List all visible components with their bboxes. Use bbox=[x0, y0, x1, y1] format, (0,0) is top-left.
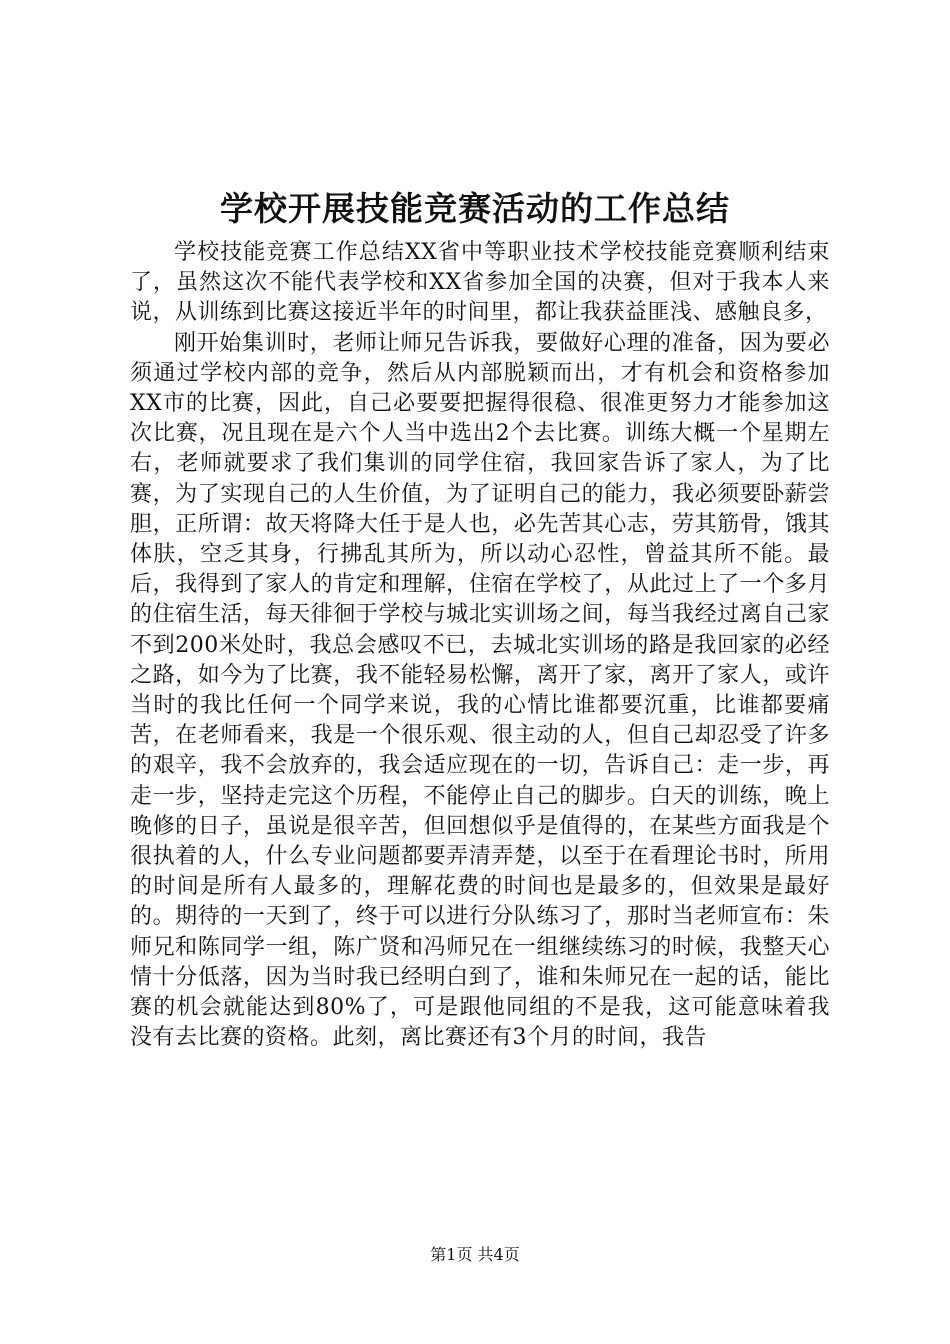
paragraph: 学校技能竞赛工作总结XX省中等职业技术学校技能竞赛顺利结束了，虽然这次不能代表学校和XX省参加全国的决赛，但对于我本人来说，从训练到比赛这接近半年的时间里，都让我获益匪浅、感触良多， bbox=[130, 240, 830, 326]
document-body bbox=[130, 238, 830, 1053]
page-footer: 第1页 共4页 bbox=[430, 1245, 520, 1264]
paragraph: 刚开始集训时，老师让师兄告诉我，要做好心理的准备，因为要必须通过学校内部的竞争，然后从内部脱颖而出，才有机会和资格参加XX市的比赛，因此，自己必要要把握得很稳、很准更努力才能参加这次比赛，况且现在是六个人当中选出2个去比赛。训练大概一个星期左右，老师就要求了我们集训的同学住宿，我回家告诉了家人，为了比赛，为了实现自己的人生价值，为了证明自己的能力，我必须要卧薪尝胆，正所谓：故天将降大任于是人也，必先苦其心志，劳其筋骨，饿其体肤，空乏其身，行拂乱其所为，所以动心忍性，曾益其所不能。最后，我得到了家人的肯定和理解，住宿在学校了，从此过上了一个多月的住宿生活，每天徘徊于学校与城北实训场之间，每当我经过离自己家不到200米处时，我总会感叹不已，去城北实训场的路是我回家的必经之路，如今为了比赛，我不能轻易松懈，离开了家，离开了家人，或许当时的我比任何一个同学来说，我的心情比谁都要沉重，比谁都要痛苦，在老师看来，我是一个很乐观、很主动的人，但自己却忍受了许多的艰辛，我不会放弃的，我会适应现在的一切，告诉自己：走一步，再走一步，坚持走完这个历程，不能停止自己的脚步。白天的训练，晚上晚修的日子，虽说是很辛苦，但回想似乎是值得的，在某些方面我是个很执着的人，什么专业问题都要弄清弄楚，以至于在看理论书时，所用的时间是所有人最多的，理解花费的时间也是最多的，但效果是最好的。期待的一天到了，终于可以进行分队练习了，那时当老师宣布：朱师兄和陈同学一组，陈广贤和冯师兄在一组继续练习的时候，我整天心情十分低落，因为当时我已经明白到了，谁和朱师兄在一起的话，能比赛的机会就能达到80%了，可是跟他同组的不是我，这可能意味着我没有去比赛的资格。此刻，离比赛还有3个月的时间，我告 bbox=[130, 330, 830, 1051]
document-title: 学校开展技能竞赛活动的工作总结 bbox=[220, 189, 730, 228]
